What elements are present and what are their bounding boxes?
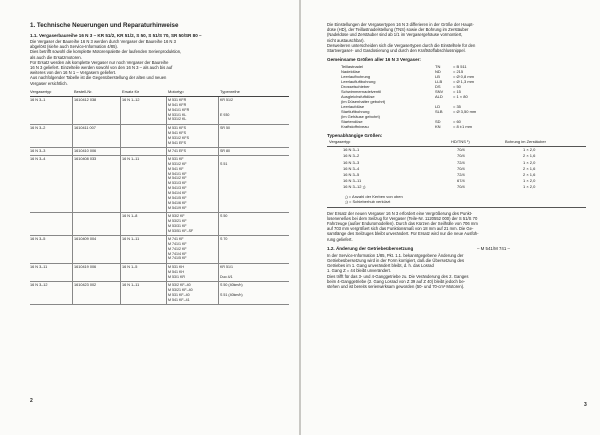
motor-entry: M 531 KF–40 [168, 292, 190, 297]
intro-line: düse (HD), der Teillastnadelstellung (TNS) sowie der Bohrung im Zerstäuber [327, 27, 469, 33]
header-motortyp: Motortyp [168, 88, 184, 94]
column-divider [120, 125, 121, 147]
gearbox-paragraph [327, 253, 586, 289]
cell-typenreihe [220, 157, 227, 211]
typenreihe-entry: S 50 (40km/h) [220, 282, 243, 287]
footnote: ₁) = Anzahl der Kerben von oben [345, 193, 403, 199]
typenreihe-entry: E 930 [220, 112, 230, 117]
cell-motortyp [168, 283, 193, 303]
table-header [30, 89, 289, 97]
typenreihe-entry: S 70 [220, 236, 228, 241]
column-divider [120, 156, 121, 212]
header-vergasertyp: Vergasertyp [30, 88, 52, 94]
column-divider [120, 282, 121, 304]
column-divider [166, 282, 167, 304]
spec-name: Leerlaufbohrung [341, 74, 371, 80]
column-divider [72, 97, 73, 124]
cell-ersatz: 16 N 1–11 [122, 156, 140, 161]
cell-typ: 16 N 3–4 [30, 156, 46, 161]
spec-value: = 8 ±1 mm [453, 124, 472, 130]
motor-entry: M 541/5 KF [168, 196, 187, 201]
common-spec-list [327, 64, 586, 129]
para-line: 1. Gang Z = 44 bleibt unverändert. [327, 268, 391, 274]
page-right-content [327, 22, 586, 289]
column-divider [72, 213, 73, 235]
column-divider [218, 213, 219, 235]
sec2-title: 1.2. Änderung der Getriebeübersetzung [327, 245, 414, 251]
sec2-subtitle: – M 541/M 741 – [477, 245, 510, 251]
cell-nr: 1610412 038 [74, 97, 97, 102]
cell-motortyp [168, 237, 187, 262]
page-number-right: 3 [584, 402, 587, 408]
motor-entry: M 541/4 KF [168, 191, 187, 196]
column-divider [166, 148, 167, 155]
typenreihe-entry: SR 80 [220, 148, 230, 153]
spec-value: = 50 [453, 84, 461, 90]
motor-entry: M 541/9 KF [168, 205, 187, 210]
spec-name: Kraftstoffniveau [341, 124, 369, 130]
para-line: Dies trifft für das 3- und 4-Ganggetriebe zu. Die Veränderung des 2. Ganges [327, 273, 469, 279]
cell-typenreihe [220, 214, 227, 234]
page-right [301, 0, 600, 435]
column-divider [120, 213, 121, 235]
cell-typenreihe [220, 98, 233, 123]
motor-entry: M 531/1 KL [168, 112, 187, 117]
column-divider [72, 282, 73, 304]
spec-value: = Ø 0,8 mm [453, 74, 475, 80]
cell-nr: 1610410 006 [74, 148, 97, 153]
type-bohrung: 1 × 2,0 [523, 178, 536, 184]
page-left-content [30, 22, 289, 305]
spec-value: = Ø 3,50 mm [453, 109, 477, 115]
motor-entry: M 53/31 KF [168, 223, 187, 228]
spec-abbr: SLB [435, 109, 443, 115]
table-row [30, 282, 289, 305]
cell-nr: 1610411 007 [74, 125, 96, 130]
typenreihe-entry: S 51 (40km/h) [220, 292, 243, 297]
column-divider [166, 213, 167, 235]
motor-entry: M 541/6 KF [168, 200, 187, 205]
motor-entry: M 741/2 KF [168, 246, 187, 251]
column-divider [72, 156, 73, 212]
spec-name: Ausgleichsfuftdüse [341, 94, 375, 100]
spec-name: Schwimmernadelventil [341, 89, 382, 95]
intro-line: Die Vergaser der Baureihe 16 N 3 werden durch Vergaser der Baureihe 16 N 3 [30, 39, 176, 44]
spec-abbr: LD [435, 104, 441, 110]
cell-ersatz: 16 N 1–8 [122, 213, 138, 218]
type-vergasertyp: 16 N 3–11 [343, 178, 362, 184]
spec-name: Leerlaufluftbohrung [341, 79, 376, 85]
column-divider [120, 236, 121, 263]
divider [327, 207, 586, 208]
carburetor-table [30, 89, 289, 305]
type-bohrung: 2 × 1,6 [523, 165, 536, 171]
para-line: Getriebeübersetzung wird in der Form korrigiert, daß die Übersetzung des [327, 257, 465, 263]
spec-abbr: SD [435, 119, 441, 125]
para-line: loseneneßes bei dem Seilzug für Vergaser (Teile-Nr. 1120552 000) der S 51/S 70 [327, 215, 478, 221]
spec-value: = Ø 1,3 mm [453, 79, 475, 85]
column-divider [120, 264, 121, 281]
spec-abbr: TN [435, 64, 441, 70]
type-vergasertyp: 16 N 3–1 [343, 147, 360, 153]
motor-entry: M 531/2 KL [168, 117, 187, 122]
cell-typenreihe [220, 237, 227, 262]
type-vergasertyp: 16 N 3–2 [343, 153, 360, 159]
intro-line: Dies betrifft sowohl die komplette Motorenpalette der laufenden Serienproduktion, [30, 49, 182, 55]
intro-line: abgelöst (siehe auch Service-Information 4/85). [30, 44, 118, 50]
type-bohrung: 1 × 2,0 [523, 147, 536, 153]
motor-entry: M 53/2 KF [168, 213, 185, 218]
column-divider [218, 97, 219, 124]
spec-title: Gemeinsame Größen aller 16 N 3 Vergaser: [327, 57, 421, 63]
type-bohrung: 2 × 1,6 [523, 153, 536, 159]
page-number-left: 2 [30, 398, 33, 404]
cell-motortyp [168, 214, 193, 234]
para-line: stehen und ist bereits serienwirksam geworden (50- und 70-cm³ Motoren). [327, 283, 465, 289]
right-intro-paragraph [327, 22, 586, 53]
table-row [30, 236, 289, 264]
typenreihe-entry: S 50 [220, 213, 228, 218]
spec-row [327, 124, 586, 129]
motor-entry: M 541 KF [168, 166, 184, 171]
motor-entry: M 541/3 KF [168, 186, 187, 191]
typenreihe-entry [220, 229, 227, 234]
para-line: auf 703 mm vergrößert sich das Funktionsmaß von 18 mm auf 21 mm. Die Ge- [327, 226, 474, 232]
spec-name: Drosselschieber [341, 84, 370, 90]
typenreihe-entry: KR 51/1 [220, 264, 233, 269]
motor-entry: M 741/5 KF [168, 256, 187, 261]
motor-entry: M 531 KH [168, 264, 184, 269]
header-ersatz: Ersatz für [122, 88, 140, 94]
footnote: ₂) = Schieberhub verkürzt [345, 198, 391, 204]
spec-name: (im Düsenhalter gebohrt) [341, 99, 386, 105]
motor-entry: M 541 EFS [168, 140, 186, 145]
typenreihe-entry: S 51 [220, 161, 228, 166]
cell-nr: 1610419 006 [74, 264, 97, 269]
intro-line: Vergaser ersichtlich. [30, 80, 68, 86]
type-hdtns: 70/4 [457, 153, 465, 159]
motor-entry: M 541/2 KF [168, 176, 187, 181]
cable-paragraph [327, 211, 586, 242]
para-line: In der Service-Information 1/85, Pkt. 1.1. bekanntgegebene Änderung der [327, 252, 464, 258]
para-line: samtlänge des Seilzuges bleibt unverändert. Für Ersatz wird nur die neue Ausfüh- [327, 231, 479, 237]
column-divider [218, 125, 219, 147]
typenreihe-entry [220, 141, 230, 146]
type-hdtns: 70/4 [457, 184, 465, 190]
type-hdtns: 70/4 [457, 147, 465, 153]
intro-line: Desweiteren unterscheiden sich die Vergasertypen durch die Einstelltele für den [327, 42, 476, 48]
typenreihe-entry [220, 206, 227, 211]
cell-typ: 16 N 3–5 [30, 236, 46, 241]
column-divider [218, 148, 219, 155]
motor-entry: M 741 KF [168, 236, 184, 241]
motor-entry: M 541 KH [168, 269, 184, 274]
type-row [327, 184, 586, 190]
intro-line: Aus nachfolgender Tabelle ist die Gegenüberstellung der alten und neuen [30, 75, 167, 81]
motor-entry: M 531 KFR [168, 97, 187, 102]
spec-name: Teillastnadel [341, 64, 364, 70]
section-title: 1. Technische Neuerungen und Reparaturhinweise [30, 22, 179, 29]
sub-title: 1.1. Vergaserbaureihe 16 N 3 – KR 51/2, KR 51/2, S 50, S 51/S 70, SR 50/SR 80 – [30, 33, 202, 38]
motor-entry: M 53/1 KR [168, 274, 185, 279]
table-row [30, 213, 289, 236]
sec2-heading [327, 246, 586, 253]
motor-entry: M 531/3 KF [168, 181, 187, 186]
spec-abbr: ALD [435, 94, 443, 100]
cell-ersatz: 16 N 1–11 [122, 236, 140, 241]
cell-ersatz: 16 N 1–12 [122, 97, 140, 102]
table-row [30, 148, 289, 156]
intro-line: Für Ersatz werden als komplette Vergaser nur noch Vergaser der Baureihe [30, 59, 169, 65]
type-bohrung: 1 × 2,0 [523, 159, 536, 165]
type-header-bohrung: Bohrung im Zerstäuber [505, 139, 546, 145]
typenreihe-entry: KR 51/2 [220, 97, 233, 102]
motor-entry: M 541 KFR [168, 102, 187, 107]
spec-abbr: ND [435, 69, 441, 75]
table-row [30, 156, 289, 213]
para-line: rung geliefert. [327, 236, 353, 242]
intro-line: als auch die Ersatzmotoren. [30, 54, 82, 60]
motor-entry: M 53/51 KF–SF [168, 228, 194, 233]
typenreihe-entry: Duo 4/1 [220, 274, 233, 279]
column-divider [166, 264, 167, 281]
spec-name: Nadeldüse [341, 69, 361, 75]
spec-abbr: LB [435, 74, 440, 80]
cell-typenreihe [220, 283, 243, 303]
spec-abbr: KN [435, 124, 441, 130]
type-header-hdtns: HD/TNS ¹) [451, 139, 470, 145]
spec-value: = 15 [453, 89, 461, 95]
type-hdtns: 67/4 [457, 178, 465, 184]
column-divider [166, 156, 167, 212]
column-divider [120, 148, 121, 155]
cell-typ: 16 N 3–11 [30, 264, 48, 269]
motor-entry: M 531/2 KF [168, 161, 187, 166]
motor-entry: M 741 EFS [168, 148, 186, 153]
column-divider [218, 282, 219, 304]
motor-entry: M 541 KFS [168, 130, 186, 135]
column-divider [120, 97, 121, 124]
motor-entry: M 541/1 KFR [168, 107, 190, 112]
spec-name: Leerlaufdüse [341, 104, 365, 110]
cell-nr: 1610408 033 [74, 156, 97, 161]
type-hdtns: 72/4 [457, 159, 465, 165]
type-header-vergasertyp: Vergasertyp [329, 139, 351, 145]
cell-nr: 1610423 002 [74, 282, 97, 287]
motor-entry: M 531/2 KFS [168, 135, 189, 140]
typenreihe-entry [220, 256, 227, 261]
intro-line: Startvergaser- und Gasdosierung und durch den Kraftstoffabschlussnippel. [327, 48, 466, 54]
intro-line: nicht austauschbar). [327, 37, 365, 43]
column-divider [166, 97, 167, 124]
type-title: Typenabhängige Größen: [327, 133, 383, 139]
spec-value: = B 511 [453, 64, 467, 70]
motor-entry: M 741/4 KF [168, 251, 187, 256]
typenreihe-entry [220, 298, 243, 303]
motor-entry: M 741/1 KF [168, 241, 187, 246]
footnotes [327, 194, 586, 204]
spec-value: = 60 [453, 119, 461, 125]
intro-line: weiteres von den 16 N 1 – Vergasern geliefert. [30, 70, 117, 76]
cell-ersatz: 16 N 1–5 [122, 264, 138, 269]
motor-entry: M 531 KFS [168, 125, 186, 130]
type-vergasertyp: 16 N 3–3 [343, 159, 360, 165]
cell-motortyp [168, 149, 186, 154]
column-divider [72, 148, 73, 155]
header-bestellnr: Bestell-Nr. [74, 88, 93, 94]
intro-paragraph [30, 39, 289, 86]
intro-line: (Nadeldüse und Zerstäuber sind ab 1/1 im Vergasergehäuse vormontiert, [327, 32, 463, 38]
spec-value: = 1 × 80 [453, 94, 468, 100]
column-divider [166, 125, 167, 147]
type-hdtns: 70/4 [457, 165, 465, 171]
cell-typ: 16 N 3–1 [30, 97, 46, 102]
cell-motortyp [168, 157, 187, 211]
type-hdtns: 72/4 [457, 171, 465, 177]
cell-motortyp [168, 126, 189, 146]
motor-entry: M 531 KF [168, 156, 184, 161]
type-table-body [327, 147, 586, 190]
column-divider [72, 236, 73, 263]
table-row [30, 264, 289, 282]
cell-typ: 16 N 3–12 [30, 282, 48, 287]
column-divider [72, 264, 73, 281]
table-body [30, 97, 289, 305]
type-table-header [327, 139, 586, 147]
table-row [30, 97, 289, 125]
para-line: Getriebes im 1. Gang unverändert bleibt, d. h. das Losrad [327, 263, 434, 269]
spec-name: Startendüse [341, 119, 363, 125]
spec-value: = 215 [453, 69, 464, 75]
spec-name: (im Gehäuse gebohrt) [341, 114, 380, 120]
cell-typenreihe [220, 265, 233, 280]
type-vergasertyp: 16 N 3–5 [343, 171, 360, 177]
para-line: Fahrzeuge (außer Enduromodellen). Durch das Kürzen der Seilhülle von 706 mm [327, 220, 478, 226]
column-divider [218, 156, 219, 212]
column-divider [218, 236, 219, 263]
cell-nr: 1610409 004 [74, 236, 97, 241]
cell-motortyp [168, 265, 185, 280]
header-typenreihe: Typenreihe [220, 88, 240, 94]
table-row [30, 125, 289, 148]
para-line: beim 4-Ganggetriebe (2. Gang Losrad von Z 39 auf Z 40) bleibt jedoch be- [327, 278, 466, 284]
type-vergasertyp: 16 N 3–12 ₂) [343, 184, 366, 190]
type-vergasertyp: 16 N 3–4 [343, 165, 360, 171]
spec-value: = 35 [453, 104, 461, 110]
motor-entry: M 541 KF–41 [168, 297, 190, 302]
cell-typenreihe [220, 126, 230, 146]
motor-entry: M 541/1 KF [168, 171, 187, 176]
type-bohrung: 2 × 1,6 [523, 171, 536, 177]
spec-abbr: SNV [435, 89, 444, 95]
type-bohrung: 1 × 2,0 [523, 184, 536, 190]
column-divider [218, 264, 219, 281]
intro-line: Die Einstellungen der Vergasertypen 16 N 3 differieren in der Größe der Haupt- [327, 22, 474, 27]
column-divider [166, 236, 167, 263]
page-left [0, 0, 299, 435]
cell-typenreihe [220, 149, 230, 154]
column-divider [72, 125, 73, 147]
para-line: Der Ersatz der neuen Vergaser 16 N 3 erfordert eine Vergrößerung des Punkt- [327, 210, 473, 216]
typenreihe-entry: SR 50 [220, 125, 230, 130]
motor-entry: M 53/21 KF–40 [168, 287, 193, 292]
cell-typ: 16 N 3–3 [30, 148, 46, 153]
intro-line: 16 N 3 geliefert. Einzelteile werden sowohl von den 16 N 3 – als auch bis auf [30, 65, 173, 71]
spec-abbr: LLB [435, 79, 443, 85]
typenreihe-entry [220, 117, 233, 122]
cell-ersatz: 16 N 1–11 [122, 282, 140, 287]
motor-entry: M 53/2 KF–40 [168, 282, 191, 287]
spec-name: Startluftbohrung [341, 109, 370, 115]
cell-motortyp [168, 98, 189, 123]
spec-abbr: DS [435, 84, 441, 90]
cell-typ: 16 N 3–2 [30, 125, 46, 130]
motor-entry: M 53/21 KF [168, 218, 187, 223]
